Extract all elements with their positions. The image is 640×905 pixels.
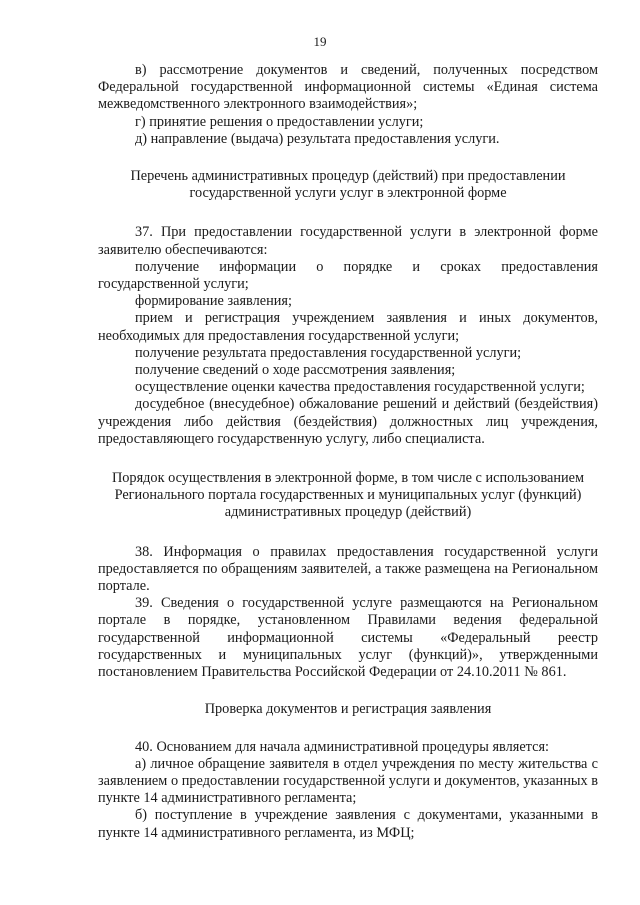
paragraph: 38. Информация о правилах предоставления государственной услуги предоставляется по обращениям заявителей, а также размещена на Региональном портале. [98,543,598,595]
paragraph: в) рассмотрение документов и сведений, полученных посредством Федеральной государственной информационной системы «Единая система межведомственного электронного взаимодействия»; [98,62,598,113]
section-heading: Перечень административных процедур (действий) при предоставлении государственной услуги услуг в электронной форме [130,168,566,202]
paragraph-gap [98,522,598,544]
paragraph: а) личное обращение заявителя в отдел учреждения по месту жительства с заявлением о предоставлении государственной услуги и документов, указанных в пункте 14 административного регламента; [98,755,598,807]
paragraph: получение информации о порядке и сроках предоставления государственной услуги; [98,258,598,293]
paragraph: прием и регистрация учреждением заявления и иных документов, необходимых для предоставления государственной услуги; [98,310,598,344]
paragraph-gap [98,448,598,470]
page-number: 19 [313,34,327,49]
paragraph: формирование заявления; [135,293,292,310]
document-body [98,62,598,842]
paragraph: осуществление оценки качества предоставления государственной услуги; [135,379,585,396]
paragraph-gap [98,719,598,739]
section-heading: Проверка документов и регистрация заявления [204,701,492,718]
paragraph-gap [98,148,598,168]
paragraph: получение сведений о ходе рассмотрения заявления; [135,362,456,379]
paragraph: получение результата предоставления государственной услуги; [135,344,522,361]
paragraph: 37. При предоставлении государственной услуги в электронной форме заявителю обеспечиваются: [98,224,598,258]
paragraph-gap [98,681,598,701]
paragraph-gap [98,202,598,224]
paragraph: 39. Сведения о государственной услуге размещаются на Региональном портале в порядке, установленном Правилами ведения федеральной государственной информационной системы «Федеральный реестр государственных и муниципальных услуг (функций)», утвержденными постановлением Правительства Российской Федерации от 24.10.2011 № 861. [98,595,598,681]
paragraph: досудебное (внесудебное) обжалование решений и действий (бездействия) учреждения либо действия (бездействия) должностных лиц учреждения, предоставляющего государственную услугу, либо специалиста. [98,396,598,447]
paragraph: 40. Основанием для начала административной процедуры является: [135,738,549,755]
paragraph: г) принятие решения о предоставлении услуги; [135,113,424,130]
paragraph: б) поступление в учреждение заявления с документами, указанными в пункте 14 административного регламента, из МФЦ; [98,807,598,841]
paragraph: д) направление (выдача) результата предоставления услуги. [135,130,500,147]
section-heading: Порядок осуществления в электронной форме, в том числе с использованием Регионального портала государственных и муниципальных услуг (функций) административных процедур (действий) [111,470,585,521]
